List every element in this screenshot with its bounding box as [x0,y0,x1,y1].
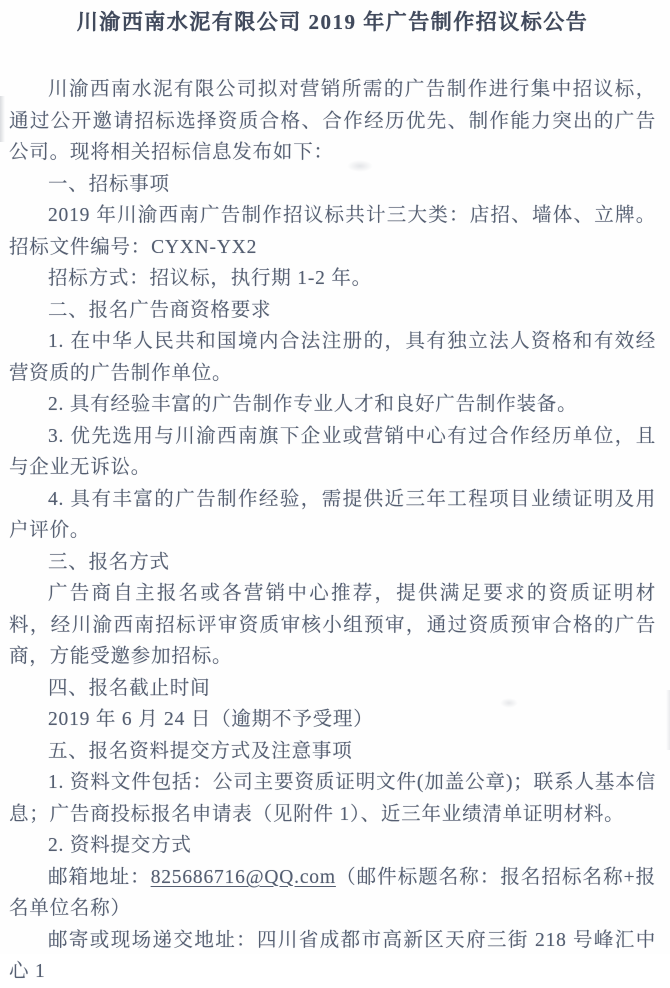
section-5-item-2: 2. 资料提交方式 [48,835,192,856]
section-2-item-3: 3. 优先选用与川渝西南旗下企业或营销中心有过合作经历单位，且与企业无诉讼。 [9,425,656,478]
section-4-heading: 四、报名截止时间 [48,677,211,699]
section-2-item-4: 4. 具有丰富的广告制作经验，需提供近三年工程项目业绩证明及用户评价。 [9,488,656,541]
section-5-heading: 五、报名资料提交方式及注意事项 [48,740,353,762]
document-title: 川渝西南水泥有限公司 2019 年广告制作招议标公告 [76,10,589,34]
email-label: 邮箱地址： [48,866,151,888]
section-5-item-1: 1. 资料文件包括：公司主要资质证明文件(加盖公章)；联系人基本信息；广告商投标报名申请表（见附件 1）、近三年业绩清单证明材料。 [9,772,656,825]
section-3-heading: 三、报名方式 [48,551,170,573]
scan-artifact [666,690,670,750]
section-4-deadline: 2019 年 6 月 24 日（逾期不予受理） [48,709,374,730]
email-line [9,862,656,925]
section-2-item-2: 2. 具有经验丰富的广告制作专业人才和良好广告制作装备。 [48,394,578,415]
section-2-heading: 二、报名广告商资格要求 [48,299,272,321]
intro-paragraph: 川渝西南水泥有限公司拟对营销所需的广告制作进行集中招议标，通过公开邀请招标选择资质合格、合作经历优先、制作能力突出的广告公司。现将相关招标信息发布如下： [9,79,656,163]
section-3-paragraph: 广告商自主报名或各营销中心推荐，提供满足要求的资质证明材料，经川渝西南招标评审资质审核小组预审，通过资质预审合格的广告商，方能受邀参加招标。 [9,583,656,667]
section-1-paragraph-categories: 2019 年川渝西南广告制作招议标共计三大类：店招、墙体、立牌。招标文件编号：CYXN-YX2 [9,205,656,258]
section-1-heading: 一、招标事项 [48,173,170,195]
email-note: （邮件标题名称：报名招标名称+报名单位名称） [9,866,656,919]
section-1-paragraph-method: 招标方式：招议标，执行期 1-2 年。 [48,268,372,289]
section-2-item-1: 1. 在中华人民共和国境内合法注册的，具有独立法人资格和有效经营资质的广告制作单位。 [9,331,656,384]
scan-artifact [0,96,5,142]
mailing-address-line: 邮寄或现场递交地址：四川省成都市高新区天府三街 218 号峰汇中心 1 [9,929,656,982]
document-body [9,74,656,988]
email-address: 825686716@QQ.com [150,866,336,888]
